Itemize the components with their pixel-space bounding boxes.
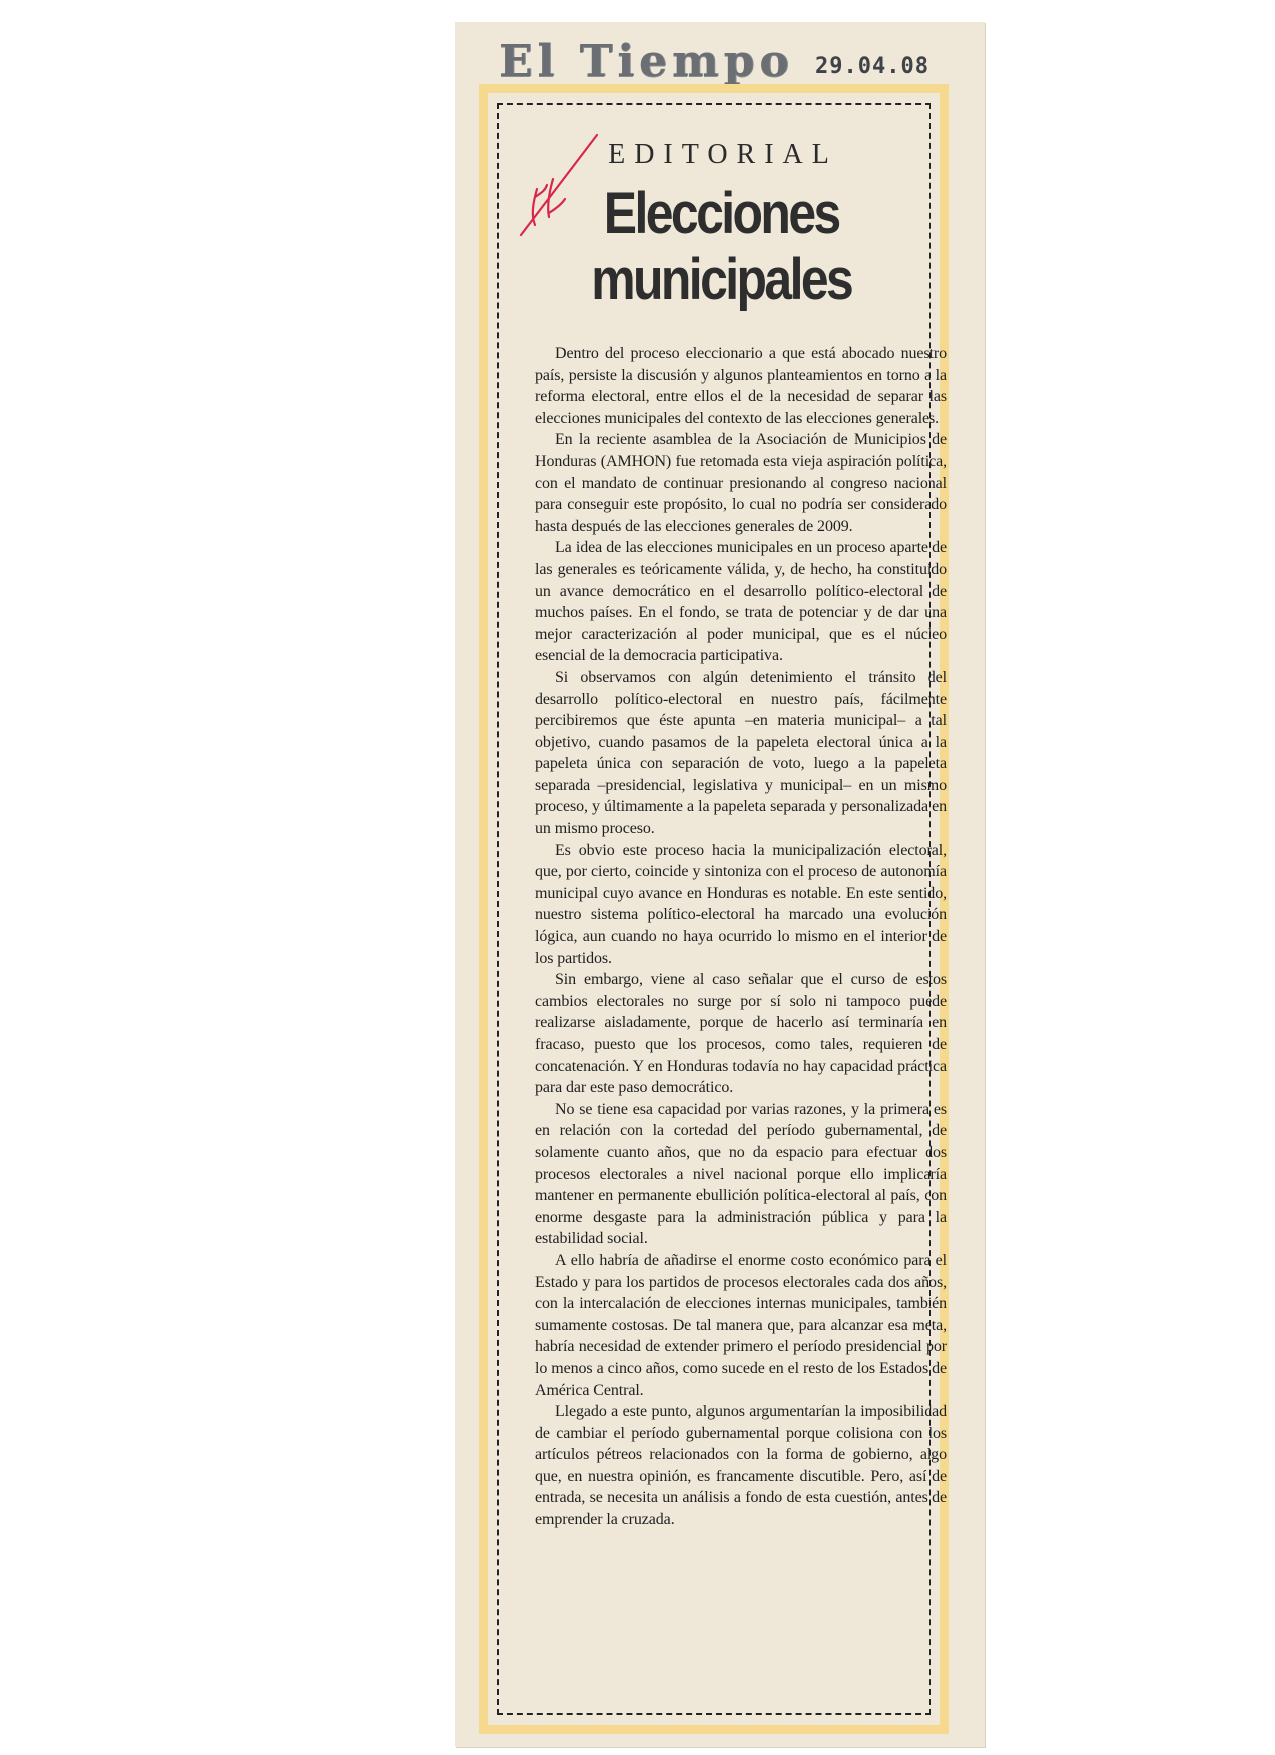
date-stamp: 29.04.08	[815, 54, 929, 79]
article-body	[535, 343, 947, 1531]
section-kicker: EDITORIAL	[608, 139, 838, 170]
paragraph: Llegado a este punto, algunos argumentarían la imposibilidad de cambiar el período gubernamental porque colisiona con los artículos pétreos relacionados con la forma de gobierno, algo que, en nuestra opinión, es francamente discutible. Pero, así de entrada, se necesita un análisis a fondo de esta cuestión, antes de emprender la cruzada.	[535, 1403, 947, 1529]
paragraph: La idea de las elecciones municipales en un proceso aparte de las generales es teóricamente válida, y, de hecho, ha constituido un avance democrático en el desarrollo político-electoral de muchos países. En el fondo, se trata de potenciar y de dar una mejor caracterización al poder municipal, que es el núcleo esencial de la democracia participativa.	[535, 539, 947, 665]
newspaper-name: El Tiempo	[499, 36, 794, 87]
paragraph: En la reciente asamblea de la Asociación de Municipios de Honduras (AMHON) fue retomada esta vieja aspiración política, con el mandato de continuar presionando al congreso nacional para conseguir este propósito, lo cual no podría ser considerado hasta después de las elecciones generales de 2009.	[535, 431, 947, 535]
newspaper-clipping	[455, 22, 985, 1747]
paragraph: Es obvio este proceso hacia la municipalización electoral, que, por cierto, coincide y sintoniza con el proceso de autonomía municipal cuyo avance en Honduras es notable. En este sentido, nuestro sistema político-electoral ha marcado una evolución lógica, aun cuando no haya ocurrido lo mismo en el interior de los partidos.	[535, 841, 947, 967]
paragraph: A ello habría de añadirse el enorme costo económico para el Estado y para los partidos de procesos electorales cada dos años, con la intercalación de elecciones internas municipales, también sumamente costosas. De tal manera que, para alcanzar esa meta, habría necesidad de extender primero el período presidencial por lo menos a cinco años, como sucede en el resto de los Estados de América Central.	[535, 1251, 947, 1399]
headline-line-2: municipales	[591, 247, 852, 312]
masthead	[455, 30, 985, 92]
article-frame	[479, 84, 949, 1734]
paragraph: Sin embargo, viene al caso señalar que el curso de estos cambios electorales no surge por sí solo ni tampoco puede realizarse aisladamente, porque de hacerlo así terminaría en fracaso, puesto que los procesos, como tales, requieren de concatenación. Y en Honduras todavía no hay capacidad práctica para dar este paso democrático.	[535, 971, 947, 1097]
dashed-border	[497, 103, 947, 1715]
paragraph: No se tiene esa capacidad por varias razones, y la primera es en relación con la cortedad del período gubernamental, de solamente cuanto años, que no da espacio para efectuar dos procesos electorales a nivel nacional porque ello implicaría mantener en permanente ebullición política-electoral al país, con enorme desgaste para la administración pública y para la estabilidad social.	[535, 1100, 947, 1248]
paragraph: Si observamos con algún detenimiento el tránsito del desarrollo político-electoral en nuestro país, fácilmente percibiremos que éste apunta –en materia municipal– a tal objetivo, cuando pasamos de la papeleta electoral única a la papeleta única con separación de voto, luego a la papeleta separada –presidencial, legislativa y municipal– en un mismo proceso, y últimamente a la papeleta separada y personalizada en un mismo proceso.	[535, 668, 947, 838]
headline-line-1: Elecciones	[603, 181, 839, 246]
paragraph: Dentro del proceso eleccionario a que está abocado nuestro país, persiste la discusión y algunos planteamientos en torno a la reforma electoral, entre ellos el de la necesidad de separar las elecciones municipales del contexto de las elecciones generales.	[535, 345, 947, 427]
headline	[536, 181, 906, 313]
